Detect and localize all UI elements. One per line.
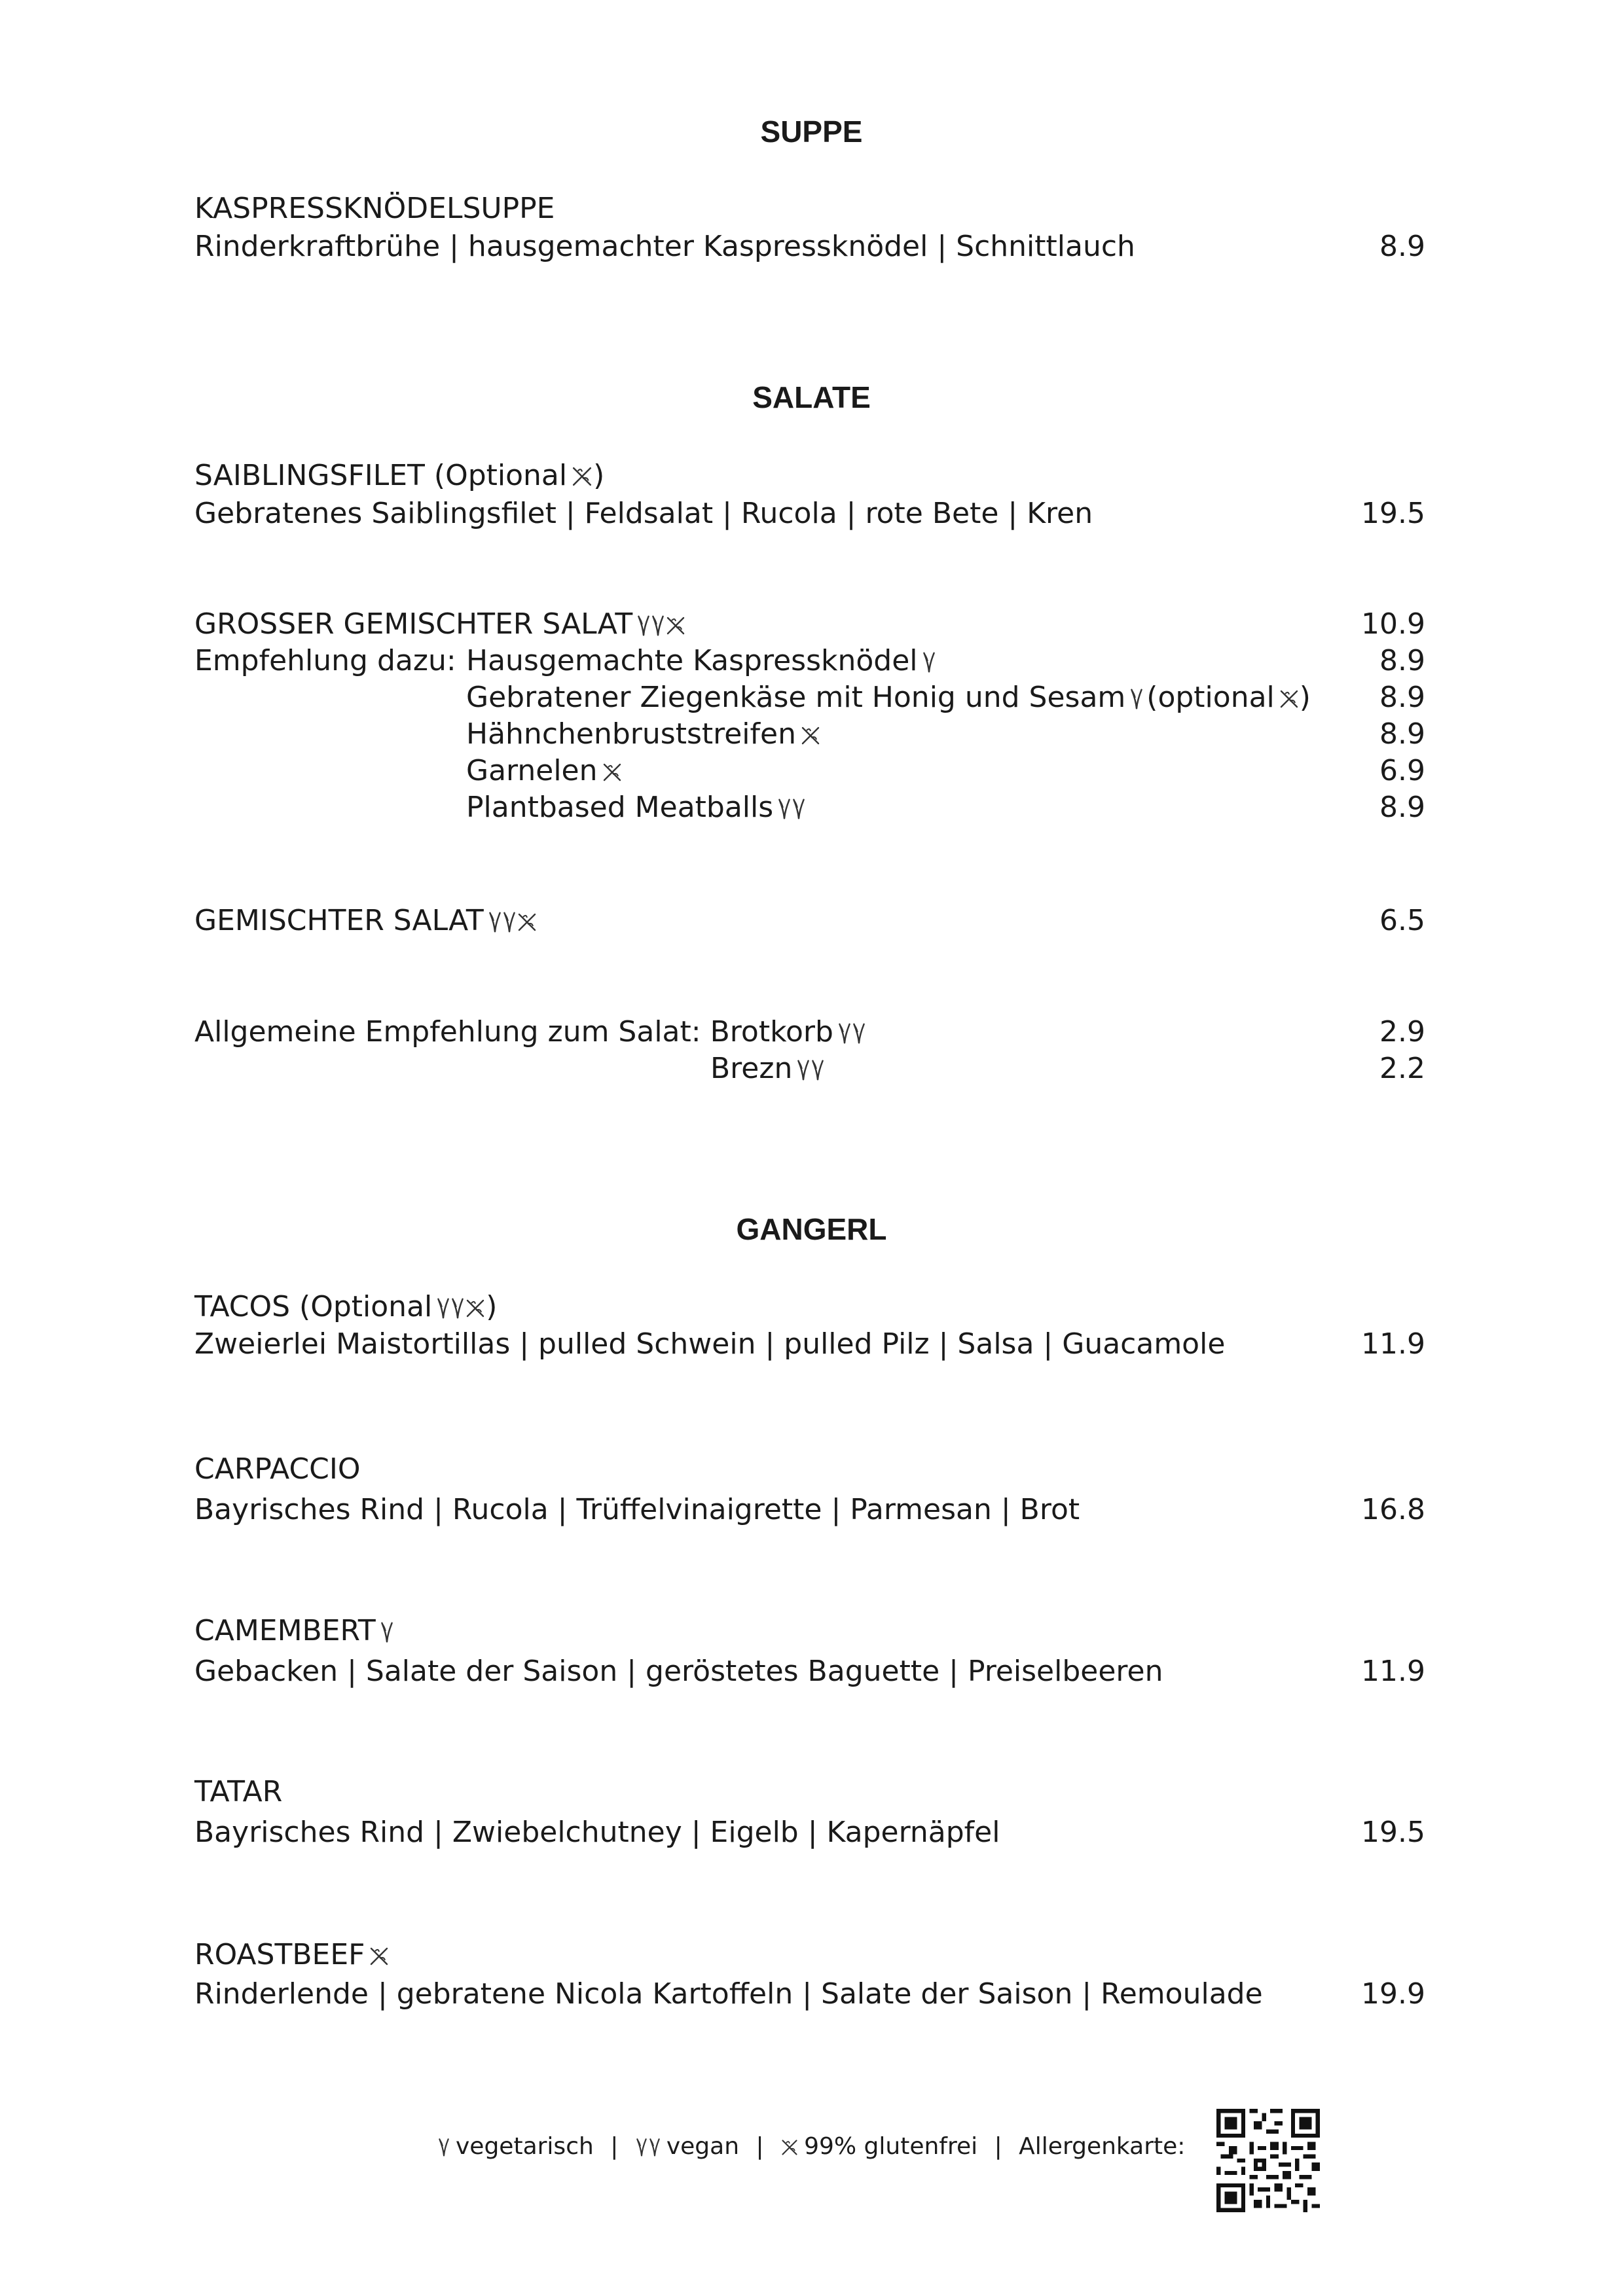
item-brezn (710, 1054, 825, 1083)
dish-name-tatar: TATAR (194, 1775, 283, 1808)
legend-allergenkarte: Allergenkarte: (1019, 2133, 1186, 2160)
extra-optional: (optional (1146, 681, 1275, 714)
leaf-icon (450, 1297, 465, 1319)
dish-desc-camembert: Gebacken | Salate der Saison | geröstetes Baguette | Preiselbeeren (194, 1655, 1163, 1688)
dish-name-text: CAMEMBERT (194, 1614, 376, 1647)
price-extra-haehnchen: 8.9 (1379, 717, 1425, 751)
price-camembert: 11.9 (1361, 1655, 1425, 1688)
extra-label: Hähnchenbruststreifen (466, 717, 796, 751)
dish-name-tacos (194, 1290, 498, 1323)
price-brotkorb: 2.9 (1379, 1015, 1425, 1049)
dish-name-text: ROASTBEEF (194, 1938, 365, 1971)
dish-name-carpaccio: CARPACCIO (194, 1452, 361, 1486)
price-brezn: 2.2 (1379, 1052, 1425, 1085)
legend-glutenfrei: 99% glutenfrei (804, 2133, 978, 2160)
glutenfree-icon (571, 465, 593, 488)
qr-code-icon[interactable] (1216, 2109, 1320, 2212)
section-title-salate: SALATE (752, 380, 871, 414)
glutenfree-icon (1279, 689, 1300, 709)
vegan-icon (796, 1058, 811, 1081)
dish-desc-tatar: Bayrisches Rind | Zwiebelchutney | Eigelb | Kapernäpfel (194, 1816, 1000, 1849)
price-extra-kaspressknoedel: 8.9 (1379, 644, 1425, 677)
extra-label: Garnelen (466, 754, 598, 787)
price-saibling: 19.5 (1361, 497, 1425, 530)
dish-name-text: SAIBLINGSFILET (Optional (194, 459, 568, 492)
vegan-icon (636, 614, 651, 636)
leaf-icon (648, 2137, 661, 2157)
legend-separator: | (994, 2133, 1002, 2160)
extra-haehnchen (466, 717, 821, 751)
glutenfree-icon (369, 1946, 390, 1967)
extra-optional-close: ) (1299, 681, 1311, 714)
dish-desc-suppe: Rinderkraftbrühe | hausgemachter Kaspressknödel | Schnittlauch (194, 230, 1135, 263)
vegetarian-icon (922, 651, 936, 673)
price-suppe: 8.9 (1379, 230, 1425, 263)
vegan-icon (837, 1022, 852, 1044)
extra-kaspressknoedel (466, 644, 936, 677)
legend-vegan: vegan (666, 2133, 740, 2160)
leaf-icon (792, 797, 806, 819)
dish-name-close: ) (486, 1290, 498, 1323)
dish-desc-roastbeef: Rinderlende | gebratene Nicola Kartoffeln | Salate der Saison | Remoulade (194, 1977, 1263, 2011)
glutenfree-icon (800, 725, 821, 746)
vegan-icon (635, 2137, 648, 2157)
section-title-suppe: SUPPE (760, 115, 863, 149)
dish-name-camembert (194, 1614, 394, 1647)
dish-name-gemischter-salat (194, 906, 538, 935)
general-intro: Allgemeine Empfehlung zum Salat: (194, 1015, 701, 1049)
price-extra-ziegenkaese: 8.9 (1379, 681, 1425, 714)
vegetarian-icon (437, 2137, 450, 2157)
extra-label: Gebratener Ziegenkäse mit Honig und Sesam (466, 681, 1126, 714)
price-grosser-salat: 10.9 (1361, 607, 1425, 641)
vegetarian-icon (380, 1621, 394, 1643)
section-title-gangerl: GANGERL (736, 1212, 887, 1246)
dish-desc-saibling: Gebratenes Saiblingsfilet | Feldsalat | Rucola | rote Bete | Kren (194, 497, 1093, 530)
extra-garnelen (466, 754, 623, 787)
price-roastbeef: 19.9 (1361, 1977, 1425, 2011)
price-extra-garnelen: 6.9 (1379, 754, 1425, 787)
extra-label: Plantbased Meatballs (466, 791, 774, 824)
item-brotkorb: Brotkorb (710, 1015, 833, 1049)
price-gemischter-salat: 6.5 (1379, 904, 1425, 937)
dish-desc-carpaccio: Bayrisches Rind | Rucola | Trüffelvinaigrette | Parmesan | Brot (194, 1493, 1080, 1526)
legend (437, 2135, 1185, 2159)
dish-name-text: GEMISCHTER SALAT (194, 904, 484, 937)
dish-name-saibling (194, 461, 604, 490)
price-tatar: 19.5 (1361, 1816, 1425, 1849)
dish-name-close: ) (593, 459, 605, 492)
price-tacos: 11.9 (1361, 1327, 1425, 1361)
price-carpaccio: 16.8 (1361, 1493, 1425, 1526)
legend-separator: | (756, 2133, 764, 2160)
dish-desc-tacos: Zweierlei Maistortillas | pulled Schwein | pulled Pilz | Salsa | Guacamole (194, 1327, 1226, 1361)
leaf-icon (502, 910, 517, 933)
general-recommendation (194, 1015, 866, 1049)
leaf-icon (651, 614, 665, 636)
extra-meatballs (466, 793, 806, 822)
legend-separator: | (610, 2133, 619, 2160)
vegan-icon (436, 1297, 450, 1319)
recommendation-intro: Empfehlung dazu: (194, 644, 456, 677)
leaf-icon (852, 1022, 866, 1044)
vegetarian-icon (1129, 687, 1144, 709)
glutenfree-icon (517, 912, 538, 933)
leaf-icon (811, 1058, 825, 1081)
item-brezn-label: Brezn (710, 1052, 793, 1085)
extra-label: Hausgemachte Kaspressknödel (466, 644, 918, 677)
glutenfree-icon (780, 2138, 799, 2157)
dish-name-roastbeef (194, 1938, 390, 1971)
dish-name-suppe: KASPRESSKNÖDELSUPPE (194, 192, 555, 225)
dish-name-text: TACOS (Optional (194, 1290, 433, 1323)
legend-vegetarisch: vegetarisch (456, 2133, 594, 2160)
vegan-icon (488, 910, 502, 933)
glutenfree-icon (665, 615, 686, 636)
vegan-icon (777, 797, 792, 819)
price-extra-meatballs: 8.9 (1379, 791, 1425, 824)
glutenfree-icon (465, 1298, 486, 1319)
glutenfree-icon (602, 762, 623, 783)
dish-name-grosser-salat (194, 607, 686, 641)
dish-name-text: GROSSER GEMISCHTER SALAT (194, 607, 633, 641)
extra-ziegenkaese (466, 683, 1311, 712)
